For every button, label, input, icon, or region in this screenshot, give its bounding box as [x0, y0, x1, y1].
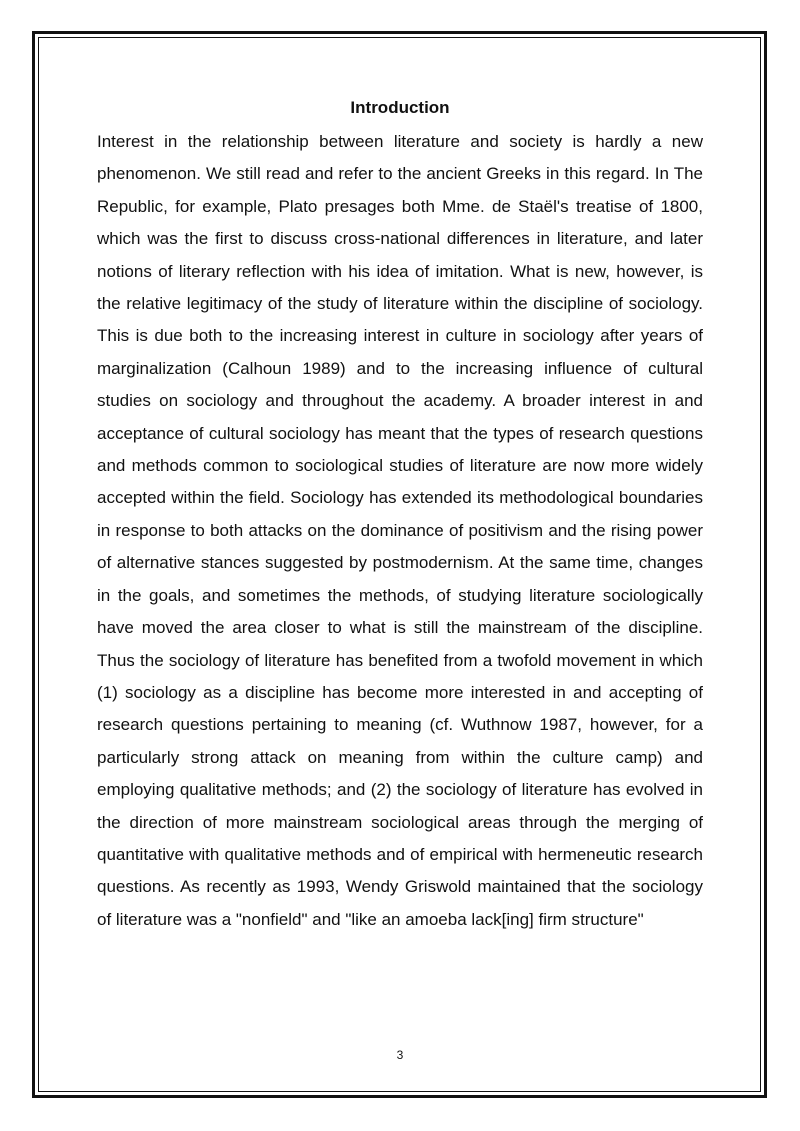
page-number: 3	[396, 1048, 404, 1062]
section-heading: Introduction	[350, 98, 450, 117]
page-content	[97, 96, 703, 936]
body-paragraph: Interest in the relationship between literature and society is hardly a new phenomenon. We still read and refer to the ancient Greeks in this regard. In The Republic, for example, Plato presages both Mme. de Staël's treatise of 1800, which was the first to discuss cross-national differences in literature, and later notions of literary reflection with his idea of imitation. What is new, however, is the relative legitimacy of the study of literature within the discipline of sociology. This is due both to the increasing interest in culture in sociology after years of marginalization (Calhoun 1989) and to the increasing influence of cultural studies on sociology and throughout the academy. A broader interest in and acceptance of cultural sociology has meant that the types of research questions and methods common to sociological studies of literature are now more widely accepted within the field. Sociology has extended its methodological boundaries in response to both attacks on the dominance of positivism and the rising power of alternative stances suggested by postmodernism. At the same time, changes in the goals, and sometimes the methods, of studying literature sociologically have moved the area closer to what is still the mainstream of the discipline. Thus the sociology of literature has benefited from a twofold movement in which (1) sociology as a discipline has become more interested in and accepting of research questions pertaining to meaning (cf. Wuthnow 1987, however, for a particularly strong attack on meaning from within the culture camp) and employing qualitative methods; and (2) the sociology of literature has evolved in the direction of more mainstream sociological areas through the merging of quantitative with qualitative methods and of empirical with hermeneutic research questions. As recently as 1993, Wendy Griswold maintained that the sociology of literature was a "nonfield" and "like an amoeba lack[ing] firm structure"	[97, 132, 703, 929]
